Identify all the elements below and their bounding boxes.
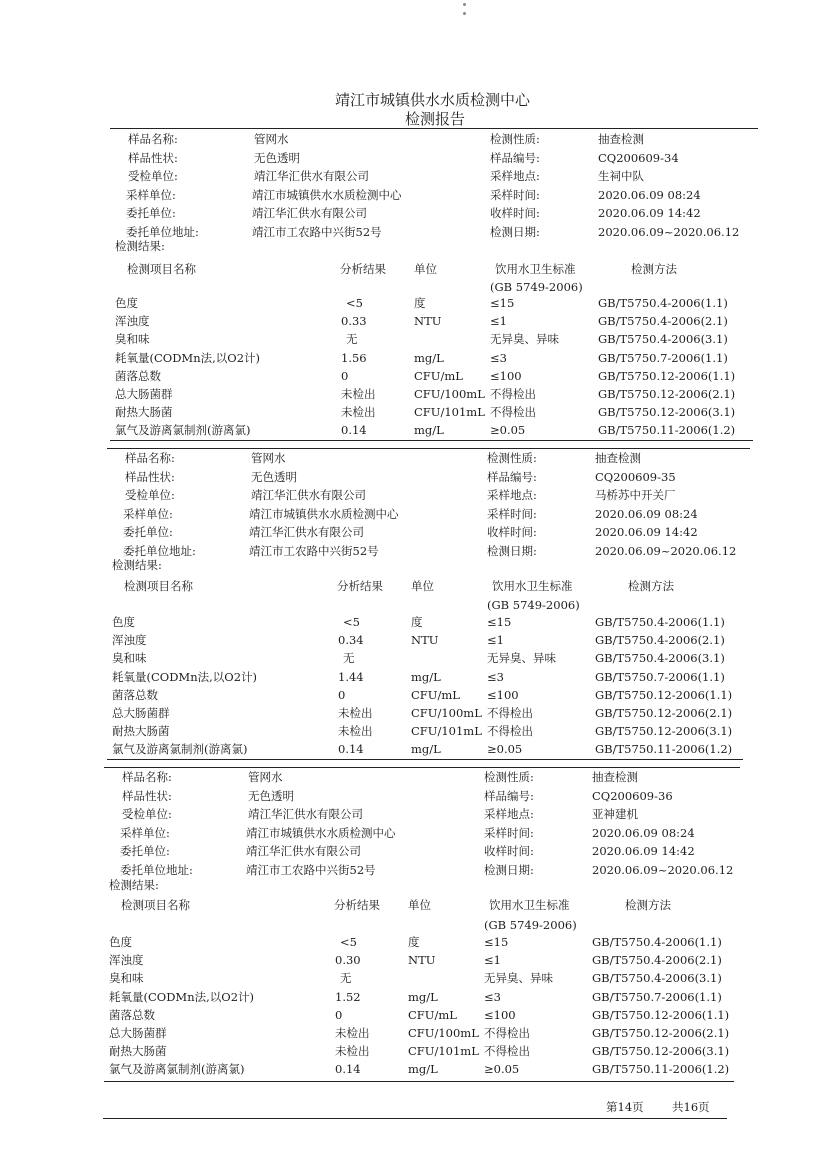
row-standard: ≤15 — [490, 296, 515, 310]
sampling-unit-value: 靖江市城镇供水水质检测中心 — [249, 506, 399, 521]
sample-no-label: 样品编号: — [490, 150, 540, 165]
row-unit: CFU/mL — [414, 368, 463, 383]
row-unit: CFU/100mL — [414, 387, 485, 401]
receive-time-label: 收样时间: — [487, 525, 537, 539]
results-label: 检测结果: — [112, 558, 162, 572]
col-header-unit: 单位 — [414, 262, 437, 276]
sampling-time-label: 采样时间: — [490, 187, 540, 202]
report-title: 检测报告 — [405, 110, 466, 128]
sampling-time-label: 采样时间: — [484, 825, 534, 840]
sampling-time-label: 采样时间: — [487, 506, 537, 521]
col-header-standard: 饮用水卫生标准 — [489, 898, 570, 912]
row-unit: CFU/101mL — [411, 724, 482, 739]
sampling-time-value: 2020.06.09 08:24 — [598, 187, 701, 202]
sampling-site-value: 亚神建机 — [592, 807, 638, 821]
receive-time-value: 2020.06.09 14:42 — [598, 206, 701, 220]
row-item: 浑浊度 — [109, 953, 144, 968]
entrusting-address-label: 委托单位地址: — [123, 543, 196, 558]
col-header-unit: 单位 — [408, 898, 431, 912]
row-standard: ≥0.05 — [487, 742, 523, 757]
row-method: GB/T5750.4-2006(1.1) — [598, 296, 728, 310]
row-item: 氯气及游离氯制剂(游离氯) — [109, 1062, 245, 1077]
receive-time-label: 收样时间: — [484, 844, 534, 858]
row-unit: mg/L — [408, 1062, 438, 1077]
row-unit: NTU — [408, 953, 436, 968]
test-date-label: 检测日期: — [484, 862, 534, 877]
row-method: GB/T5750.12-2006(2.1) — [598, 387, 736, 401]
test-date-value: 2020.06.09~2020.06.12 — [592, 862, 734, 877]
row-standard: 无异臭、异味 — [484, 971, 553, 986]
test-date-label: 检测日期: — [487, 543, 537, 558]
sampling-time-value: 2020.06.09 08:24 — [595, 506, 698, 521]
row-standard: ≤100 — [487, 687, 519, 702]
row-standard: 无异臭、异味 — [487, 651, 556, 666]
row-method: GB/T5750.4-2006(2.1) — [595, 633, 725, 648]
row-method: GB/T5750.12-2006(3.1) — [592, 1044, 730, 1059]
sample-no-value: CQ200609-34 — [598, 150, 679, 165]
row-result: 未检出 — [335, 1044, 370, 1059]
row-result: <5 — [343, 615, 360, 629]
row-item: 总大肠菌群 — [112, 706, 170, 720]
row-item: 耗氧量(CODMn法,以O2计) — [112, 669, 258, 684]
row-result: 未检出 — [338, 724, 373, 739]
row-result: 0.14 — [338, 742, 364, 757]
section-top-rule — [107, 448, 750, 449]
inspected-unit-label: 受检单位: — [122, 807, 172, 821]
sample-no-value: CQ200609-36 — [592, 788, 673, 803]
row-method: GB/T5750.12-2006(3.1) — [598, 405, 736, 420]
inspected-unit-label: 受检单位: — [125, 488, 175, 502]
row-method: GB/T5750.12-2006(3.1) — [595, 724, 733, 739]
row-standard: ≤3 — [487, 669, 504, 684]
row-unit: CFU/mL — [408, 1007, 457, 1022]
col-header-item: 检测项目名称 — [127, 262, 196, 276]
sample-name-value: 管网水 — [251, 451, 286, 465]
receive-time-value: 2020.06.09 14:42 — [592, 844, 695, 858]
row-method: GB/T5750.7-2006(1.1) — [595, 669, 725, 684]
row-method: GB/T5750.4-2006(2.1) — [598, 314, 728, 329]
inspected-unit-label: 受检单位: — [128, 169, 178, 183]
row-unit: CFU/101mL — [414, 405, 485, 420]
entrusting-address-label: 委托单位地址: — [120, 862, 193, 877]
sample-name-value: 管网水 — [254, 132, 289, 146]
row-result: 1.52 — [335, 989, 361, 1004]
sample-name-label: 样品名称: — [125, 451, 175, 465]
test-type-label: 检测性质: — [484, 770, 534, 784]
row-item: 色度 — [112, 615, 135, 629]
row-result: 未检出 — [341, 387, 376, 401]
entrusting-unit-value: 靖江华汇供水有限公司 — [249, 525, 364, 539]
sample-state-label: 样品性状: — [125, 469, 175, 484]
results-label: 检测结果: — [109, 878, 159, 892]
row-item: 色度 — [109, 935, 132, 949]
row-method: GB/T5750.12-2006(2.1) — [595, 706, 733, 720]
row-standard: 不得检出 — [490, 405, 536, 420]
row-method: GB/T5750.4-2006(1.1) — [595, 615, 725, 629]
sample-name-value: 管网水 — [248, 770, 283, 784]
section-bottom-rule — [104, 1081, 734, 1082]
row-method: GB/T5750.12-2006(1.1) — [595, 687, 733, 702]
scan-mark — [463, 3, 466, 6]
test-type-value: 抽查检测 — [595, 451, 641, 465]
row-method: GB/T5750.7-2006(1.1) — [598, 350, 728, 365]
test-date-value: 2020.06.09~2020.06.12 — [598, 224, 740, 239]
col-header-result: 分析结果 — [334, 898, 380, 912]
inspected-unit-value: 靖江华汇供水有限公司 — [254, 169, 369, 183]
col-header-standard-sub: (GB 5749-2006) — [487, 598, 580, 612]
row-result: 未检出 — [338, 706, 373, 720]
row-result: 0.14 — [335, 1062, 361, 1077]
row-standard: ≥0.05 — [484, 1062, 520, 1077]
row-standard: ≤15 — [487, 615, 512, 629]
receive-time-value: 2020.06.09 14:42 — [595, 525, 698, 539]
row-unit: CFU/mL — [411, 687, 460, 702]
sampling-unit-value: 靖江市城镇供水水质检测中心 — [246, 825, 396, 840]
page-number: 第14页 — [606, 1100, 644, 1114]
row-item: 耐热大肠菌 — [112, 724, 170, 739]
col-header-method: 检测方法 — [628, 579, 674, 593]
sampling-site-value: 生祠中队 — [598, 169, 644, 183]
row-result: 0.34 — [338, 633, 364, 648]
row-unit: mg/L — [414, 423, 444, 438]
row-item: 总大肠菌群 — [109, 1026, 167, 1040]
sample-no-value: CQ200609-35 — [595, 469, 676, 484]
sample-no-label: 样品编号: — [487, 469, 537, 484]
entrusting-unit-label: 委托单位: — [126, 206, 176, 220]
sampling-time-value: 2020.06.09 08:24 — [592, 825, 695, 840]
section-top-rule — [104, 767, 740, 768]
row-result: 无 — [340, 971, 352, 986]
row-result: 0 — [335, 1007, 343, 1022]
sampling-site-label: 采样地点: — [487, 488, 537, 502]
row-method: GB/T5750.12-2006(2.1) — [592, 1026, 730, 1040]
row-result: <5 — [346, 296, 363, 310]
sampling-unit-label: 采样单位: — [123, 506, 173, 521]
row-unit: 度 — [411, 615, 423, 629]
row-standard: ≤1 — [490, 314, 507, 329]
entrusting-address-value: 靖江市工农路中兴街52号 — [246, 862, 376, 877]
col-header-result: 分析结果 — [337, 579, 383, 593]
entrusting-unit-label: 委托单位: — [123, 525, 173, 539]
row-item: 浑浊度 — [115, 314, 150, 329]
row-item: 菌落总数 — [112, 687, 158, 702]
entrusting-address-value: 靖江市工农路中兴街52号 — [249, 543, 379, 558]
row-standard: ≤100 — [490, 368, 522, 383]
row-standard: 不得检出 — [490, 387, 536, 401]
sampling-unit-label: 采样单位: — [120, 825, 170, 840]
test-type-label: 检测性质: — [487, 451, 537, 465]
row-method: GB/T5750.11-2006(1.2) — [598, 423, 736, 438]
row-result: 0 — [341, 368, 349, 383]
page-total: 共16页 — [672, 1100, 710, 1114]
row-standard: ≤15 — [484, 935, 509, 949]
row-item: 臭和味 — [109, 971, 144, 986]
sample-state-label: 样品性状: — [128, 150, 178, 165]
col-header-result: 分析结果 — [340, 262, 386, 276]
row-item: 菌落总数 — [109, 1007, 155, 1022]
sample-name-label: 样品名称: — [122, 770, 172, 784]
col-header-standard: 饮用水卫生标准 — [492, 579, 573, 593]
row-result: 1.56 — [341, 350, 367, 365]
row-unit: NTU — [411, 633, 439, 648]
inspected-unit-value: 靖江华汇供水有限公司 — [251, 488, 366, 502]
row-standard: ≥0.05 — [490, 423, 526, 438]
sample-name-label: 样品名称: — [128, 132, 178, 146]
scan-mark — [463, 12, 466, 15]
row-item: 氯气及游离氯制剂(游离氯) — [115, 423, 251, 438]
row-item: 氯气及游离氯制剂(游离氯) — [112, 742, 248, 757]
row-result: 未检出 — [341, 405, 376, 420]
test-date-value: 2020.06.09~2020.06.12 — [595, 543, 737, 558]
test-type-label: 检测性质: — [490, 132, 540, 146]
row-method: GB/T5750.11-2006(1.2) — [592, 1062, 730, 1077]
footer-rule — [103, 1118, 727, 1119]
row-unit: mg/L — [408, 989, 438, 1004]
row-result: 未检出 — [335, 1026, 370, 1040]
row-result: 1.44 — [338, 669, 364, 684]
section-top-rule — [110, 128, 758, 129]
sample-no-label: 样品编号: — [484, 788, 534, 803]
test-date-label: 检测日期: — [490, 224, 540, 239]
results-label: 检测结果: — [115, 239, 165, 253]
row-unit: 度 — [408, 935, 420, 949]
row-result: 无 — [343, 651, 355, 666]
row-standard: ≤3 — [484, 989, 501, 1004]
row-result: 0.30 — [335, 953, 361, 968]
col-header-standard: 饮用水卫生标准 — [495, 262, 576, 276]
row-item: 耐热大肠菌 — [109, 1044, 167, 1059]
sampling-unit-value: 靖江市城镇供水水质检测中心 — [252, 187, 402, 202]
row-item: 色度 — [115, 296, 138, 310]
row-method: GB/T5750.7-2006(1.1) — [592, 989, 722, 1004]
inspected-unit-value: 靖江华汇供水有限公司 — [248, 807, 363, 821]
row-standard: 无异臭、异味 — [490, 332, 559, 347]
row-unit: CFU/100mL — [408, 1026, 479, 1040]
row-standard: ≤1 — [484, 953, 501, 968]
row-standard: ≤1 — [487, 633, 504, 648]
row-method: GB/T5750.12-2006(1.1) — [598, 368, 736, 383]
row-unit: mg/L — [411, 669, 441, 684]
row-result: 0 — [338, 687, 346, 702]
row-method: GB/T5750.4-2006(3.1) — [592, 971, 722, 986]
row-result: <5 — [340, 935, 357, 949]
row-item: 臭和味 — [112, 651, 147, 666]
row-method: GB/T5750.4-2006(1.1) — [592, 935, 722, 949]
test-type-value: 抽查检测 — [592, 770, 638, 784]
sample-state-value: 无色透明 — [254, 150, 300, 165]
sampling-site-value: 马桥苏中开关厂 — [595, 488, 676, 502]
row-standard: 不得检出 — [487, 724, 533, 739]
col-header-standard-sub: (GB 5749-2006) — [484, 918, 577, 932]
row-method: GB/T5750.4-2006(3.1) — [598, 332, 728, 347]
sampling-unit-label: 采样单位: — [126, 187, 176, 202]
row-standard: 不得检出 — [487, 706, 533, 720]
entrusting-address-value: 靖江市工农路中兴街52号 — [252, 224, 382, 239]
row-method: GB/T5750.11-2006(1.2) — [595, 742, 733, 757]
section-bottom-rule — [110, 440, 753, 441]
row-result: 0.33 — [341, 314, 367, 329]
row-method: GB/T5750.4-2006(3.1) — [595, 651, 725, 666]
receive-time-label: 收样时间: — [490, 206, 540, 220]
row-standard: ≤3 — [490, 350, 507, 365]
row-method: GB/T5750.12-2006(1.1) — [592, 1007, 730, 1022]
row-item: 耐热大肠菌 — [115, 405, 173, 420]
section-bottom-rule — [107, 759, 743, 760]
col-header-unit: 单位 — [411, 579, 434, 593]
row-item: 耗氧量(CODMn法,以O2计) — [115, 350, 261, 365]
sample-state-value: 无色透明 — [248, 788, 294, 803]
row-unit: mg/L — [414, 350, 444, 365]
entrusting-address-label: 委托单位地址: — [126, 224, 199, 239]
col-header-standard-sub: (GB 5749-2006) — [490, 280, 583, 294]
row-unit: 度 — [414, 296, 426, 310]
row-unit: mg/L — [411, 742, 441, 757]
col-header-method: 检测方法 — [625, 898, 671, 912]
row-result: 无 — [346, 332, 358, 347]
row-standard: ≤100 — [484, 1007, 516, 1022]
center-name-title: 靖江市城镇供水水质检测中心 — [335, 91, 531, 109]
sampling-site-label: 采样地点: — [490, 169, 540, 183]
col-header-item: 检测项目名称 — [121, 898, 190, 912]
entrusting-unit-label: 委托单位: — [120, 844, 170, 858]
row-standard: 不得检出 — [484, 1026, 530, 1040]
row-item: 耗氧量(CODMn法,以O2计) — [109, 989, 255, 1004]
row-standard: 不得检出 — [484, 1044, 530, 1059]
col-header-method: 检测方法 — [631, 262, 677, 276]
row-unit: NTU — [414, 314, 442, 329]
sample-state-label: 样品性状: — [122, 788, 172, 803]
row-unit: CFU/101mL — [408, 1044, 479, 1059]
row-method: GB/T5750.4-2006(2.1) — [592, 953, 722, 968]
sampling-site-label: 采样地点: — [484, 807, 534, 821]
test-type-value: 抽查检测 — [598, 132, 644, 146]
entrusting-unit-value: 靖江华汇供水有限公司 — [246, 844, 361, 858]
entrusting-unit-value: 靖江华汇供水有限公司 — [252, 206, 367, 220]
row-item: 菌落总数 — [115, 368, 161, 383]
col-header-item: 检测项目名称 — [124, 579, 193, 593]
sample-state-value: 无色透明 — [251, 469, 297, 484]
row-unit: CFU/100mL — [411, 706, 482, 720]
row-item: 总大肠菌群 — [115, 387, 173, 401]
row-item: 浑浊度 — [112, 633, 147, 648]
row-result: 0.14 — [341, 423, 367, 438]
row-item: 臭和味 — [115, 332, 150, 347]
